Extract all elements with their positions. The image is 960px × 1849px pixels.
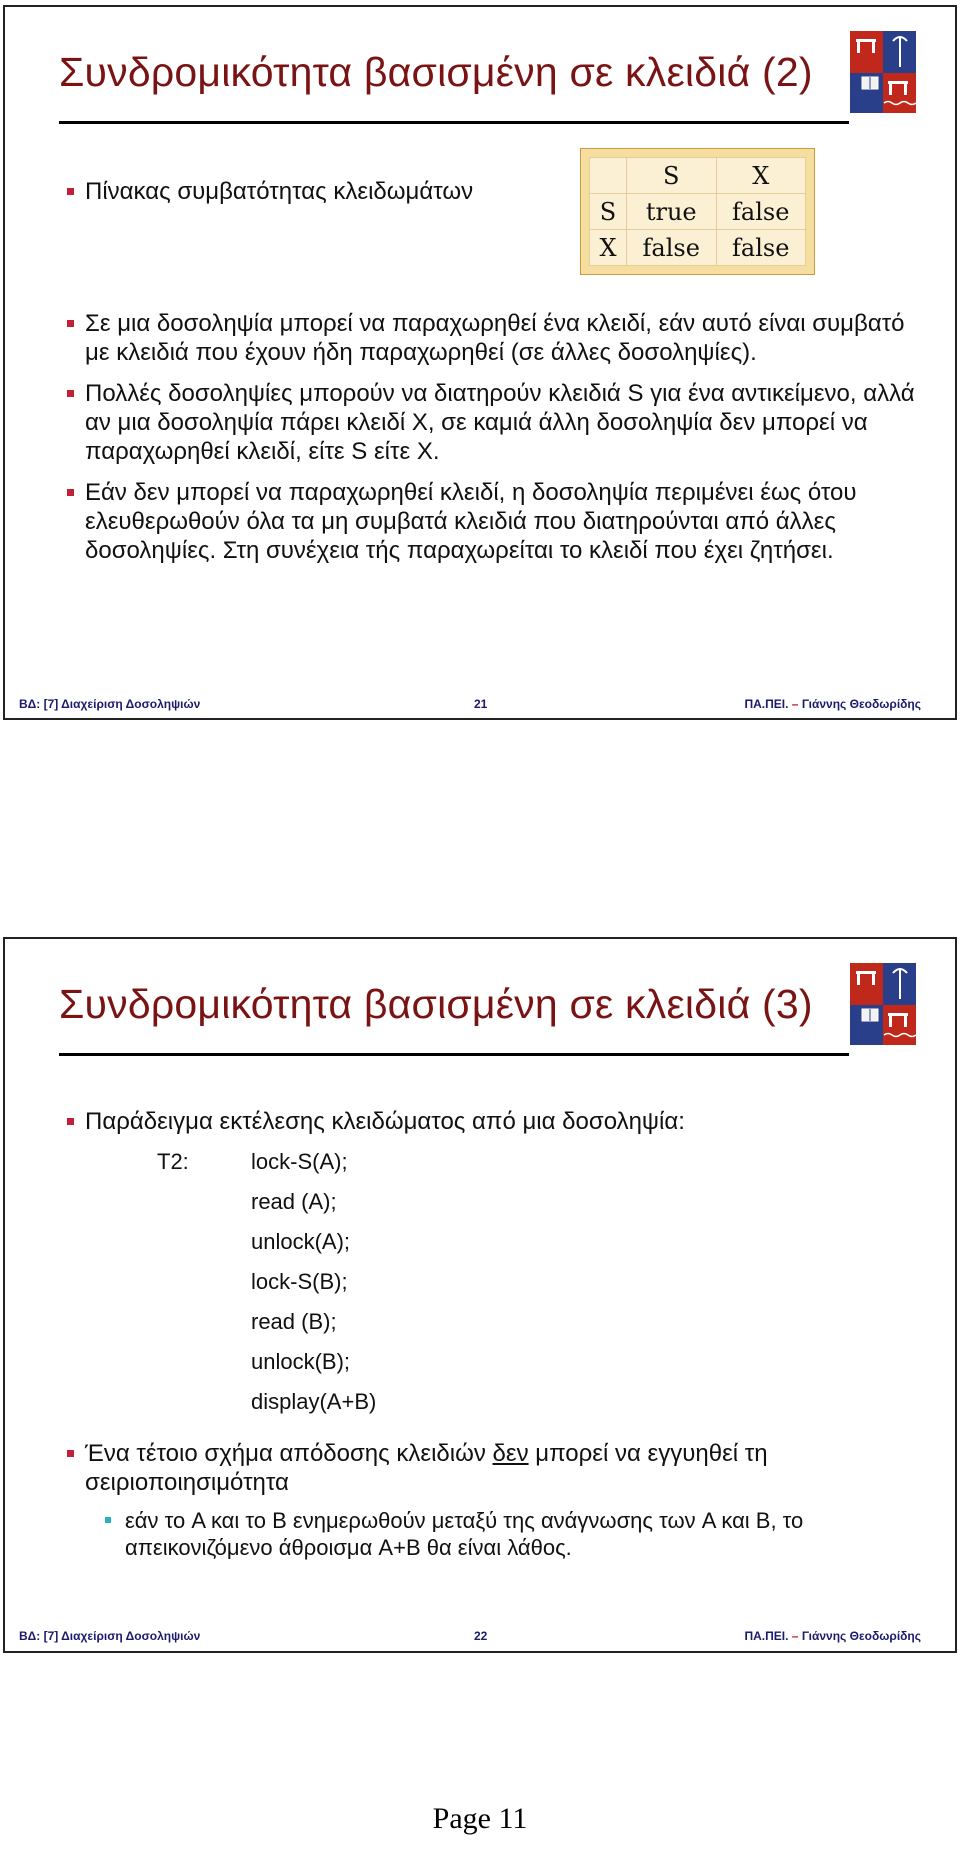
university-logo-icon: [848, 961, 918, 1047]
sub-bullet-item: εάν το A και το B ενημερωθούν μεταξύ της ανάγνωσης των A και B, το απεικονιζόμενο άθροισμα A+B θα είναι λάθος.: [105, 1507, 915, 1561]
table-header-cell: S: [627, 158, 717, 194]
slide-22: [3, 937, 957, 1653]
table-row: [590, 230, 806, 266]
table-cell: true: [627, 194, 717, 230]
title-divider: [59, 1053, 849, 1056]
bullet-text-underlined: δεν: [492, 1440, 529, 1467]
code-line: unlock(B);: [251, 1349, 351, 1374]
footer-dash: –: [791, 697, 799, 711]
bullet-text: μπορεί να εγγυηθεί τη σειριοποιησιμότητα: [85, 1440, 768, 1496]
code-line: display(A+B): [251, 1389, 377, 1414]
footer-slide-number: 21: [474, 697, 488, 711]
transaction-code: [251, 1149, 376, 1429]
footer-slide-number: 22: [474, 1629, 488, 1643]
bullet-list-main: [67, 309, 915, 565]
page-number: Page 11: [432, 1802, 528, 1835]
table-header-cell: X: [716, 158, 806, 194]
bullet-text: Ένα τέτοιο σχήμα απόδοσης κλειδιών: [85, 1440, 493, 1467]
lock-compatibility-table: [580, 148, 815, 275]
table-row: [590, 158, 806, 194]
university-logo-icon: [848, 29, 918, 115]
bullet-item: Παράδειγμα εκτέλεσης κλειδώματος από μια δοσοληψία:: [67, 1107, 915, 1136]
footer-author: [744, 697, 921, 711]
code-line: lock-S(A);: [251, 1149, 348, 1174]
table-cell: false: [716, 230, 806, 266]
footer-course: ΒΔ: [7] Διαχείριση Δοσοληψιών: [19, 1629, 201, 1643]
bullet-item: Εάν δεν μπορεί να παραχωρηθεί κλειδί, η δοσοληψία περιμένει έως ότου ελευθερωθούν όλα τα μη συμβατά κλειδιά που διατηρούνται από άλλες δοσοληψίες. Στη συνέχεια τής παραχωρείται το κλειδί που έχει ζητήσει.: [67, 478, 915, 565]
slide-title: Συνδρομικότητα βασισμένη σε κλειδιά (2): [59, 49, 813, 95]
footer-author: [744, 1629, 921, 1643]
code-line: lock-S(B);: [251, 1269, 348, 1294]
table-cell: [590, 158, 627, 194]
table-cell: false: [716, 194, 806, 230]
code-line: unlock(A);: [251, 1229, 351, 1254]
slide-title: Συνδρομικότητα βασισμένη σε κλειδιά (3): [59, 981, 813, 1027]
footer-org: ΠΑ.ΠΕΙ.: [744, 697, 789, 711]
bullet-item: Πολλές δοσοληψίες μπορούν να διατηρούν κλειδιά S για ένα αντικείμενο, αλλά αν μια δοσοληψία πάρει κλειδί X, σε καμιά άλλη δοσοληψία δεν μπορεί να παραχωρηθεί κλειδί, είτε S είτε X.: [67, 379, 915, 466]
slide-21: [3, 5, 957, 720]
bullet-item: Σε μια δοσοληψία μπορεί να παραχωρηθεί ένα κλειδί, εάν αυτό είναι συμβατό με κλειδιά που έχουν ήδη παραχωρηθεί (σε άλλες δοσοληψίες).: [67, 309, 915, 367]
footer-dash: –: [791, 1629, 799, 1643]
table-row: [590, 194, 806, 230]
bullet-list-example: [67, 1107, 915, 1136]
footer-course: ΒΔ: [7] Διαχείριση Δοσοληψιών: [19, 697, 201, 711]
table-row-header-cell: S: [590, 194, 627, 230]
bullet-list-serializability: [67, 1439, 915, 1561]
code-line: read (B);: [251, 1309, 337, 1334]
code-line: read (A);: [251, 1189, 337, 1214]
footer-author-name: Γιάννης Θεοδωρίδης: [801, 1629, 921, 1643]
footer-org: ΠΑ.ΠΕΙ.: [744, 1629, 789, 1643]
bullet-compat-table-label: Πίνακας συμβατότητας κλειδωμάτων: [67, 177, 915, 206]
title-divider: [59, 121, 849, 124]
table-cell: false: [627, 230, 717, 266]
footer-author-name: Γιάννης Θεοδωρίδης: [801, 697, 921, 711]
transaction-label: T2:: [157, 1149, 189, 1174]
bullet-item: [67, 1439, 915, 1497]
table-row-header-cell: X: [590, 230, 627, 266]
